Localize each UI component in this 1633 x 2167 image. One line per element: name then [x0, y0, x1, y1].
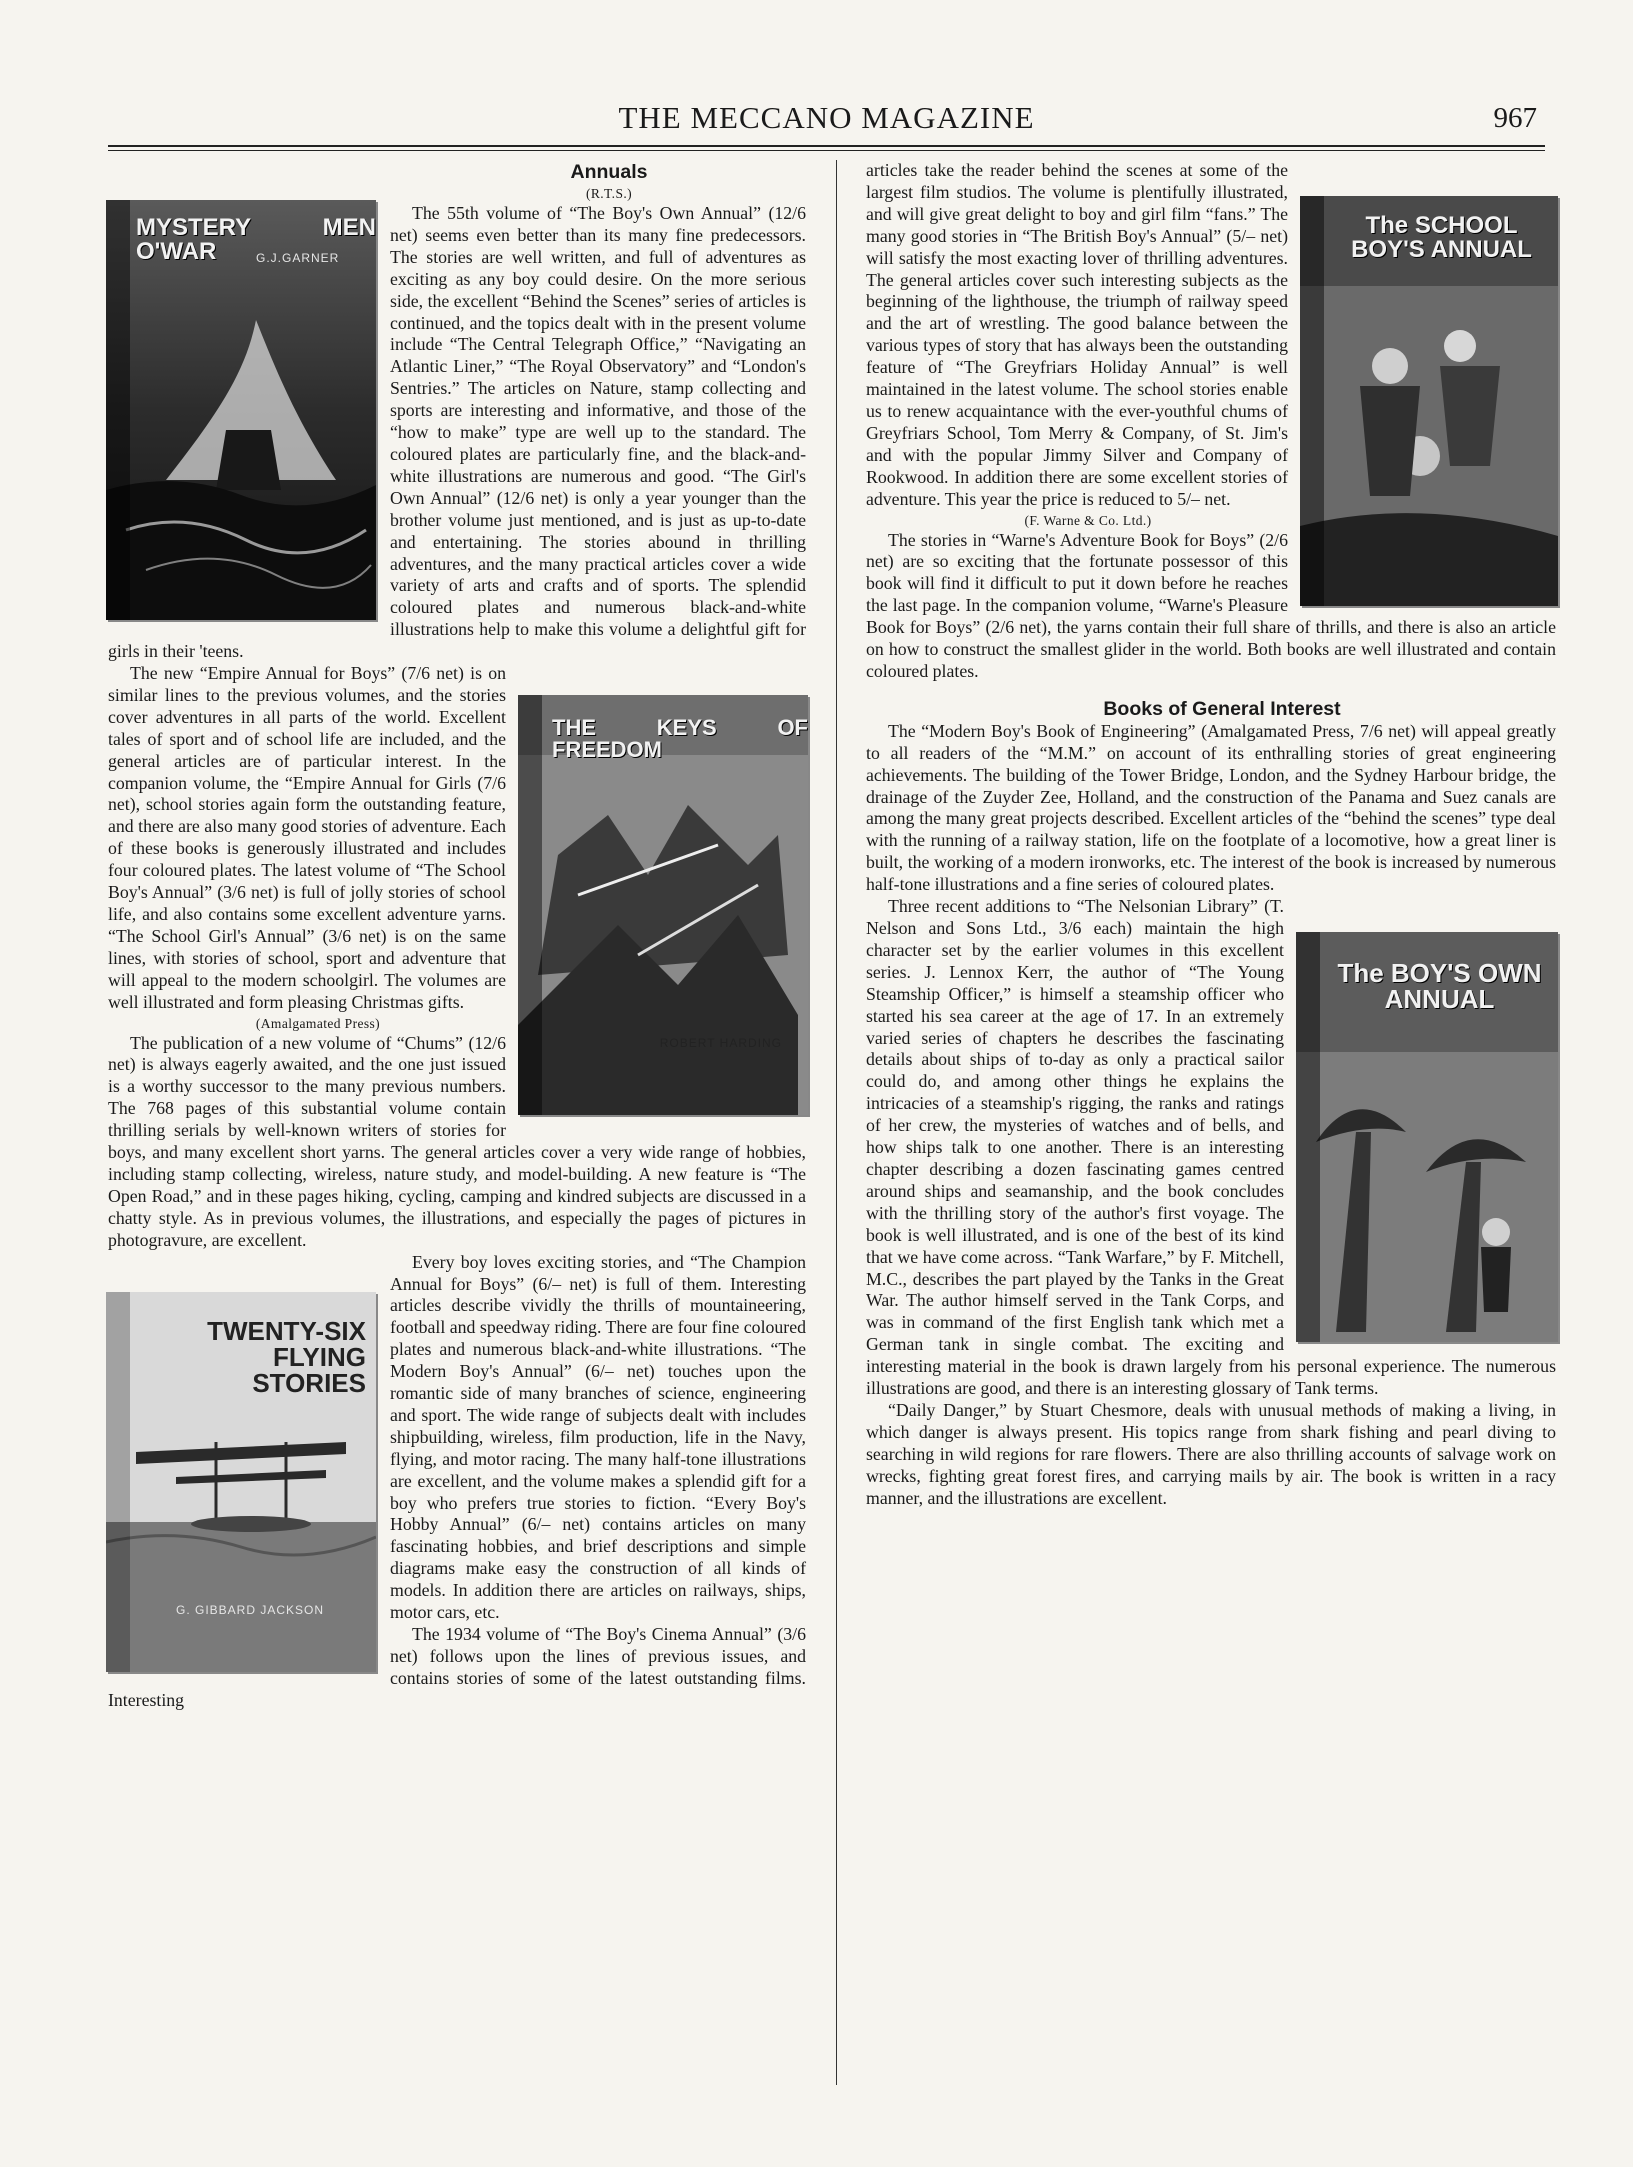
twentysix-title: TWENTY-SIX FLYING STORIES — [207, 1315, 366, 1398]
paragraph-chums: The publication of a new volume of “Chums” (12/6 net) is always eagerly awaited, and the one just issued is a worthy successor to the many previous numbers. The 768 pages of this substantial volume contain thrilling serials by well-known writers of stories for boys, and many excellent short yarns. The general articles cover a very wide range of hobbies, including stamp collecting, wireless, nature study, and model-building. A new feature is “The Open Road,” and in these pages hiking, cycling, camping and kindred subjects are discussed in a chatty style. As in previous volumes, the illustrations, and especially the pages of pictures in photogravure, are excellent. — [108, 1032, 806, 1250]
paragraph-boys-cinema-continued: articles take the reader behind the scenes at some of the largest film studios. The volume is plentifully illustrated, and will give great delight to boy and girl film “fans.” The many good stories in “The British Boy's Annual” (5/– net) will satisfy the most exacting lover of thrilling adventures. The general articles cover such interesting subjects as the beginning of the lighthouse, the triumph of railway speed and the art of wrestling. The good balance between the various types of story that has always been the outstanding feature of “The Greyfriars Holiday Annual” is well maintained in the latest volume. The school stories enable us to renew acquaintance with the ever-youthful chums of Greyfriars School, Tom Merry & Company, of St. Jim's and with the popular Jimmy Silver and Company of Rookwood. In addition there are some excellent stories of adventure. This year the price is reduced to 5/– net. — [866, 160, 1288, 509]
paragraph-daily-danger: “Daily Danger,” by Stuart Chesmore, deals with unusual methods of making a living, in which danger is always present. His topics range from shark fishing and pearl diving to searching in wild regions for rare flowers. There are also thrilling accounts of salvage work on wrecks, fighting great forest fires, and carrying mails by air. The book is written in a racy manner, and the illustrations are excellent. — [866, 1399, 1556, 1508]
section-title-general-interest: Books of General Interest — [1103, 697, 1341, 720]
mystery-men-cover-image — [106, 200, 376, 620]
page-number: 967 — [1493, 102, 1537, 134]
paragraph-modern-boys-engineering: The “Modern Boy's Book of Engineering” (Amalgamated Press, 7/6 net) will appeal greatly to all readers of the “M.M.” on account of its enthralling stories of great engineering achievements. The building of the Tower Bridge, London, and the Sydney Harbour bridge, the drainage of the Zuyder Zee, Holland, and the construction of the Panama and Suez canals are among the many great projects described. Excellent articles of the “behind the scenes” type deal with the running of a railway station, life on the footplate of a locomotive, how a great liner is built, the working of a modern ironworks, etc. The interest of the book is increased by numerous half-tone illustrations and a fine series of coloured plates. — [866, 720, 1556, 895]
keys-of-freedom-cover-image — [518, 695, 808, 1115]
keys-title: THE KEYS OF FREEDOM — [552, 715, 808, 763]
header-rule — [108, 145, 1545, 147]
paragraph-boys-own-annual: The 55th volume of “The Boy's Own Annual” (12/6 net) seems even better than its many fine predecessors. The stories are well written, and full of adventures as exciting as any boy could desire. On the more serious side, the excellent “Behind the Scenes” series of articles is continued, and the topics dealt with in the present volume include “The Central Telegraph Office,” “Navigating an Atlantic Liner,” “The Royal Observatory” and “London's Sentries.” The articles on Nature, stamp collecting and sports are interesting and informative, and those of the “how to make” type are well up to the standard. The coloured plates are particularly fine, and the black-and-white illustrations are numerous and good. “The Girl's Own Annual” (12/6 net) is only a year younger than the brother volume just mentioned, and is just as up-to-date and entertaining. The stories abound in thrilling adventures, and the many practical articles cover a wide variety of arts and crafts and of sports. The splendid coloured plates and numerous black-and-white illustrations help to make this volume a delightful gift for girls in their 'teens. — [108, 203, 806, 662]
section-title-annuals: Annuals — [570, 161, 648, 183]
mystery-title: MYSTERY MEN O'WAR — [136, 214, 376, 265]
page-header — [108, 100, 1545, 140]
publisher-credit-rts: (R.T.S.) — [585, 186, 633, 201]
paragraph-warnes-adventure-book: The stories in “Warne's Adventure Book for Boys” (2/6 net) are so exciting that the fortunate possessor of this book will find it difficult to put it down before he reaches the last page. In the companion volume, “Warne's Pleasure Book for Boys” (2/6 net), the yarns contain their full share of thrills, and there is also an article on how to construct the smallest glider in the world. Both books are well illustrated and contain coloured plates. — [866, 529, 1556, 681]
publisher-credit-amalgamated: (Amalgamated Press) — [255, 1015, 381, 1031]
boysown-title: The BOY'S OWN ANNUAL — [1337, 958, 1542, 1015]
school-boys-annual-cover-image — [1300, 196, 1558, 606]
mystery-author: G.J.GARNER — [256, 251, 340, 265]
right-column — [866, 160, 1556, 2085]
school-title: The SCHOOL BOY'S ANNUAL — [1351, 212, 1532, 263]
left-column — [108, 160, 806, 2085]
magazine-title: THE MECCANO MAGAZINE — [618, 100, 1035, 135]
twenty-six-flying-stories-cover-image — [106, 1292, 376, 1672]
boys-own-annual-cover-image — [1296, 932, 1558, 1342]
keys-author: ROBERT HARDING — [659, 1036, 782, 1051]
paragraph-nelsonian-library: Three recent additions to “The Nelsonian Library” (T. Nelson and Sons Ltd., 3/6 each) maintain the high character set by the earlier volumes in this excellent series. J. Lennox Kerr, the author of “The Young Steamship Officer,” is himself a steamship officer who started his sea career at the age of 17. In an extremely varied series of chapters he describes the fascinating details about ships of to-day as only a practical sailor could do, and among other things he explains the intricacies of a steamship's rigging, the ranks and ratings of her crew, the mysteries of watches and of bells, and how ships talk to one another. There is an interesting chapter describing a dozen fascinating games centred around ships and seamanship, and the book concludes with the thrilling story of the author's first voyage. The book is well illustrated, and is one of the best of its kind that we have come across. “Tank Warfare,” by F. Mitchell, M.C., describes the part played by the Tanks in the Great War. The author himself served in the Tank Corps, and was in command of the first English tank which met a German tank in single combat. The exciting and interesting material in the book is drawn largely from his personal experience. The numerous illustrations are good, and there is an interesting glossary of Tank terms. — [866, 896, 1556, 1399]
paragraph-boys-cinema-annual: The 1934 volume of “The Boy's Cinema Annual” (3/6 net) follows upon the lines of previous issues, and contains stories of some of the latest outstanding films. Interesting — [108, 1624, 806, 1710]
column-divider — [836, 160, 837, 2085]
twentysix-author: G. GIBBARD JACKSON — [176, 1602, 325, 1617]
paragraph-empire-annual: The new “Empire Annual for Boys” (7/6 net) is on similar lines to the previous volumes, and the stories cover adventures in all parts of the world. Excellent tales of sport and of school life are included, and the general articles are of particular interest. In the companion volume, the “Empire Annual for Girls (7/6 net), school stories again form the outstanding feature, and there are also many good stories of adventure. Each of these books is generously illustrated and includes four coloured plates. The latest volume of “The School Boy's Annual” (3/6 net) is full of jolly stories of school life, and also contains some excellent adventure yarns. “The School Girl's Annual” (3/6 net) is on the same lines, with stories of school, sport and adventure that will appeal to the modern schoolgirl. The volumes are well illustrated and form pleasing Christmas gifts. — [108, 663, 506, 1012]
paragraph-champion-annual: Every boy loves exciting stories, and “The Champion Annual for Boys” (6/– net) is full of them. Interesting articles describe vividly the thrills of mountaineering, football and speedway riding. There are four fine coloured plates and numerous black-and-white illustrations. “The Modern Boy's Annual” (6/– net) touches upon the romantic side of many branches of science, engineering and sport. The wide range of subjects dealt with includes shipbuilding, wireless, film production, life in the Navy, flying, and motor racing. The many half-tone illustrations are excellent, and the volume makes a splendid gift for a boy who prefers true stories to fiction. “Every Boy's Hobby Annual” (6/– net) contains articles on many fascinating hobbies, and brief descriptions and simple diagrams make easy the construction of all kinds of models. In addition there are articles on railways, ships, motor cars, etc. — [390, 1251, 806, 1623]
publisher-credit-warne: (F. Warne & Co. Ltd.) — [1024, 512, 1152, 528]
header-rule-thin — [108, 150, 1545, 151]
